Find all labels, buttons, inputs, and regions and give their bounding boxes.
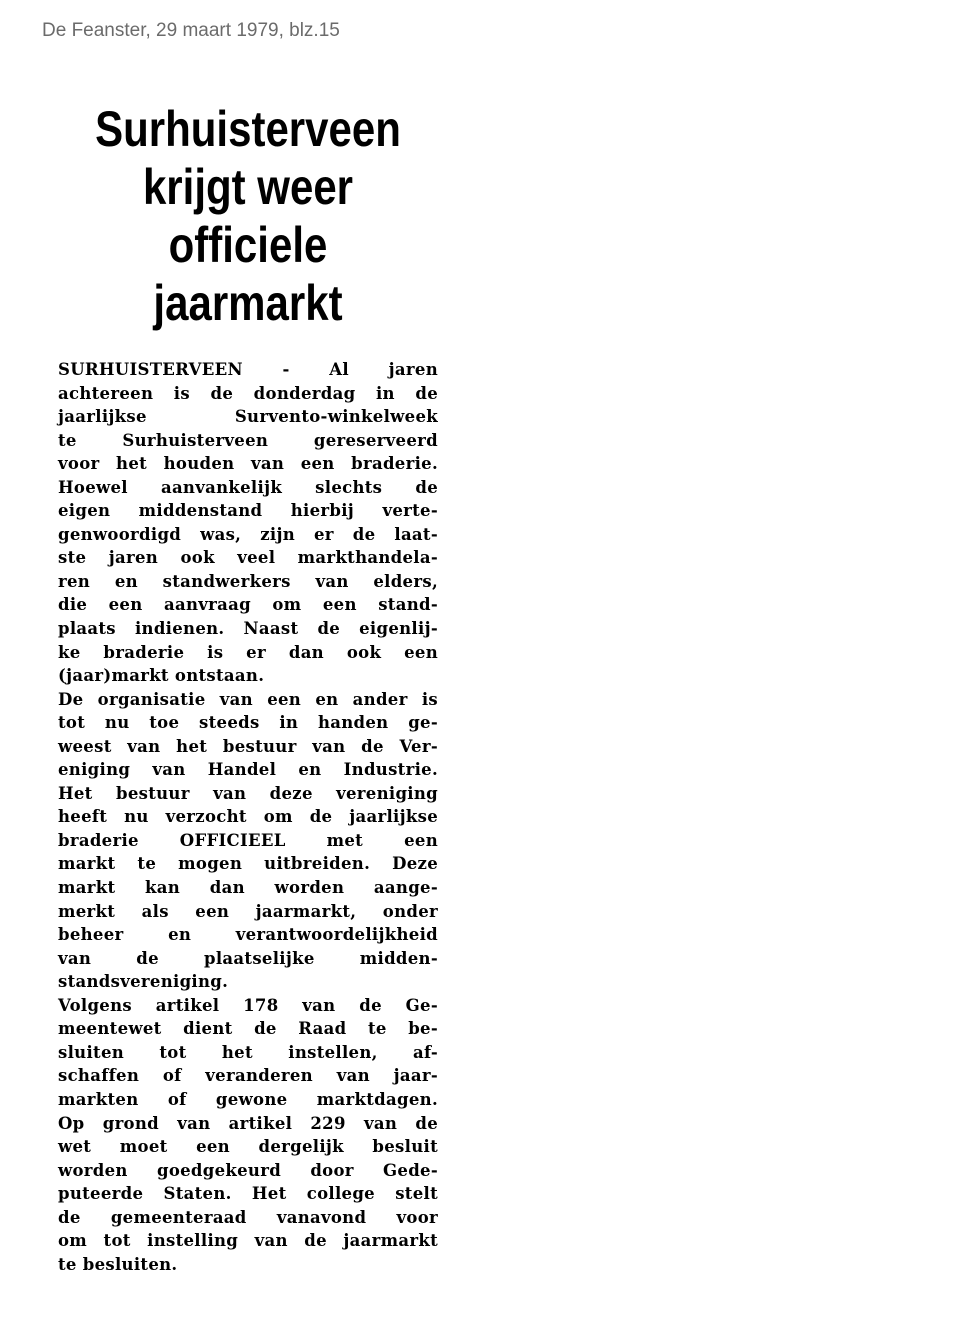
body-line: markt te mogen uitbreiden. Deze [58,854,438,874]
body-line: ste jaren ook veel markthandela- [58,548,438,568]
body-line: de gemeenteraad vanavond voor [58,1207,438,1227]
source-caption: De Feanster, 29 maart 1979, blz.15 [42,20,340,41]
body-line: voor het houden van een braderie. [58,454,438,474]
body-line: sluiten tot het instellen, af- [58,1042,438,1062]
body-line: Hoewel aanvankelijk slechts de [58,477,438,497]
body-line: markten of gewone marktdagen. [58,1089,438,1109]
body-line: Op grond van artikel 229 van de [58,1113,438,1133]
body-line: (jaar)markt ontstaan. [58,666,265,686]
body-line: braderie OFFICIEEL met een [58,830,438,850]
headline-line: Surhuisterveen [95,101,401,157]
body-line: ren en standwerkers van elders, [58,571,438,591]
body-line: schaffen of veranderen van jaar- [58,1066,438,1086]
body-line: worden goedgekeurd door Gede- [58,1160,438,1180]
body-line: te besluiten. [58,1254,178,1274]
body-line: De organisatie van een en ander is [58,689,438,709]
body-line: puteerde Staten. Het college stelt [58,1184,438,1204]
body-line: Volgens artikel 178 van de Ge- [58,995,438,1015]
body-line: eniging van Handel en Industrie. [58,760,438,780]
body-line: markt kan dan worden aange- [58,878,438,898]
body-line: ke braderie is er dan ook een [58,642,438,662]
newspaper-clipping [58,100,438,1276]
body-line: heeft nu verzocht om de jaarlijkse [58,807,438,827]
body-line: wet moet een dergelijk besluit [58,1137,438,1157]
body-line: merkt als een jaarmarkt, onder [58,901,438,921]
body-line: tot nu toe steeds in handen ge- [58,713,438,733]
body-line: standsvereniging. [58,972,229,992]
body-line: weest van het bestuur van de Ver- [58,736,438,756]
body-line: te Surhuisterveen gereserveerd [58,430,438,450]
body-line: genwoordigd was, zijn er de laat- [58,524,438,544]
body-line: beheer en verantwoordelijkheid [58,925,438,945]
body-line: die een aanvraag om een stand- [58,595,438,615]
body-line: van de plaatselijke midden- [58,948,438,968]
body-line: meentewet dient de Raad te be- [58,1019,438,1039]
body-line: jaarlijkse Survento-winkelweek [58,407,438,427]
body-line: eigen middenstand hierbij verte- [58,501,438,521]
body-line: Het bestuur van deze vereniging [58,783,438,803]
article-headline [88,100,407,332]
body-line: plaats indienen. Naast de eigenlij- [58,619,438,639]
body-line: om tot instelling van de jaarmarkt [58,1231,438,1251]
headline-line: krijgt weer [142,159,354,215]
body-line: achtereen is de donderdag in de [58,383,438,403]
article-body [58,358,438,1276]
body-line: SURHUISTERVEEN - Al jaren [58,360,438,379]
headline-line: jaarmarkt [153,275,343,331]
headline-line: officiele [168,217,328,273]
